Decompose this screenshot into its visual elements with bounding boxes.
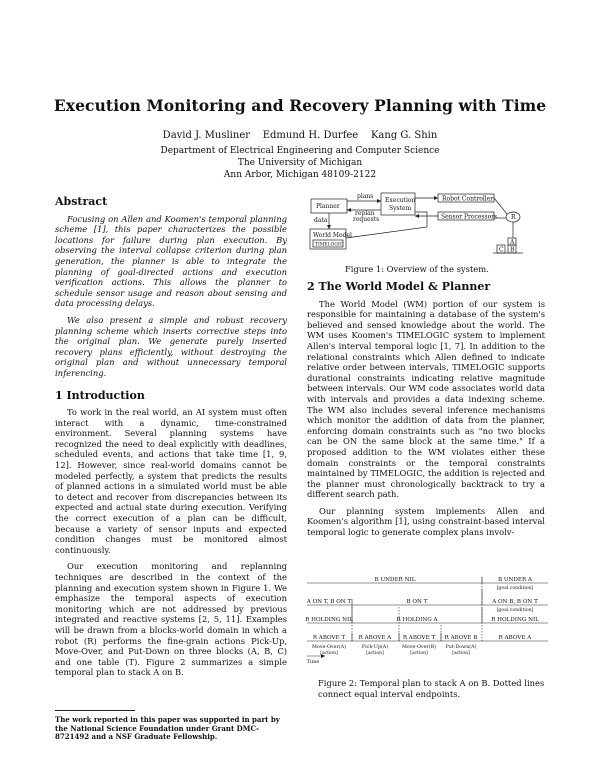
figure-1-diagram <box>307 190 545 260</box>
data-label: data <box>314 217 328 224</box>
fig2-b-on-t: B ON T <box>406 599 428 605</box>
authors: David J. Musliner Edmund H. Durfee Kang G. Shin <box>162 130 438 141</box>
fig2-action-3: [action] <box>410 651 428 656</box>
fig2-action-4: [action] <box>452 651 470 656</box>
fig2-r-above-a-2: R ABOVE A <box>498 635 532 641</box>
fig2-r-holding-nil-2: R HOLDING NIL <box>491 617 539 623</box>
sensor-processors-label: Sensor Processors <box>441 213 498 221</box>
paper-title: Execution Monitoring and Recovery Planning with Time <box>53 96 547 115</box>
world-model-label: World Model <box>313 232 352 239</box>
fig2-r-above-b: R ABOVE B <box>444 635 478 641</box>
section-2-heading: 2 The World Model & Planner <box>307 280 491 293</box>
fig2-r-above-a-1: R ABOVE A <box>358 635 392 641</box>
fig2-a-on-t: A ON T, B ON T <box>306 599 352 605</box>
right-column <box>307 282 545 544</box>
fig2-r-holding-a: R HOLDING A <box>396 617 438 623</box>
intro-heading: 1 Introduction <box>55 388 145 402</box>
execution-label: Execution <box>385 197 416 204</box>
robot-label: R <box>511 214 516 221</box>
affiliation-city: Ann Arbor, Michigan 48109-2122 <box>223 170 377 180</box>
figure-1-caption: Figure 1: Overview of the system. <box>345 264 489 274</box>
block-a-label: A <box>510 239 515 246</box>
section-2-paragraph-1: The World Model (WM) portion of our system is responsible for maintaining a database of the system's believed and sensed knowledge about the world. The WM uses Koomen's TIMELOGIC system to implement Allen's interval temporal logic [1, 7]. In addition to the relational constraints which Allen defined to indicate relative order between intervals, TIMELOGIC supports durational constraints indicating relative magnitude between intervals. Our WM code associates world data with intervals and provides a data indexing scheme. The WM also includes several inference mechanisms which monitor the addition of data from the planner, enforcing domain constraints such as "no two blocks can be ON the same block at the same time." If a proposed addition to the WM violates either these domain constraints or the temporal constraints maintained by TIMELOGIC, the addition is rejected and the planner must chronologically backtrack to try a different search path. <box>307 298 545 500</box>
figure-2-caption-text: Temporal plan to stack A on B. Dotted lines connect equal interval endpoints. <box>318 678 545 699</box>
fig2-r-above-t-1: R ABOVE T <box>312 635 346 641</box>
fig2-r-holding-nil-1: R HOLDING NIL <box>305 617 353 623</box>
fig2-action-2: [action] <box>366 651 384 656</box>
plans-label: plans <box>357 193 374 200</box>
requests-label: requests <box>353 216 380 223</box>
system-label: System <box>389 205 412 212</box>
robot-controller-label: Robot Controller <box>442 195 494 203</box>
planner-label: Planner <box>316 203 340 210</box>
affiliation-dept: Department of Electrical Engineering and Computer Science <box>160 146 440 156</box>
left-column <box>55 197 287 684</box>
timelogic-label: TIMELOGIC <box>315 242 344 248</box>
figure-2-caption-label: Figure 2: <box>318 678 358 688</box>
fig2-put-down-a: Put-Down(A) <box>445 645 477 650</box>
fig2-action-1: [action] <box>320 651 338 656</box>
abstract-heading: Abstract <box>55 195 108 208</box>
fig2-time-label: Time <box>306 659 320 665</box>
block-b-label: B <box>510 246 515 254</box>
abstract-paragraph-2: We also present a simple and robust recovery planning scheme which inserts corrective steps into the original plan. We generate purely inserted recovery plans efficiently, without destroying the original plan and without unnecessary temporal inferencing. <box>55 314 287 378</box>
fig2-goal-condition-2: [goal condition] <box>496 608 534 613</box>
fig2-b-under-nil: B UNDER NIL <box>374 577 416 583</box>
fig2-move-over-b: Move-Over(B) <box>401 645 437 650</box>
affiliation-univ: The University of Michigan <box>237 158 363 168</box>
intro-paragraph-2: Our execution monitoring and replanning techniques are described in the context of the planning and execution system shown in Figure 1. We emphasize the temporal aspects of execution monitoring which are not addressed by previous integrated and reactive systems [2, 5, 11]. Examples will be drawn from a blocks-world domain in which a robot (R) performs the fine-grain actions Pick-Up, Move-Over, and Put-Down on three blocks (A, B, C) and one table (T). Figure 2 summarizes a simple temporal plan to stack A on B. <box>55 561 287 678</box>
figure-2-caption <box>318 678 546 699</box>
fig2-goal-condition-1: [goal condition] <box>496 586 534 591</box>
footnote: The work reported in this paper was supported in part by the National Science Foundation under Grant DMC-8721492 and a NSF Graduate Fellowship. <box>55 715 280 741</box>
footnote-rule <box>55 710 135 711</box>
figure-2-diagram <box>305 575 550 665</box>
fig2-move-over-a: Move-Over(A) <box>312 645 346 650</box>
fig2-r-above-t-2: R ABOVE T <box>402 635 436 641</box>
fig2-pick-up-a: Pick-Up(A) <box>361 645 389 650</box>
fig2-b-under-a: B UNDER A <box>497 577 533 583</box>
replan-label: replan <box>355 210 375 217</box>
abstract-paragraph-1: Focusing on Allen and Koomen's temporal planning scheme [1], this paper characterizes the possible locations for failure during plan execution. By observing the interval collapse criterion during plan generation, the planner is able to integrate the planning of goal-directed actions and execution verification actions. This allows the planner to schedule sensor usage and reason about sensing and data processing delays. <box>55 213 287 309</box>
block-c-label: C <box>499 246 504 254</box>
fig2-a-on-b: A ON B, B ON T <box>492 599 538 605</box>
section-2-paragraph-2: Our planning system implements Allen and Koomen's algorithm [1], using constraint-based interval temporal logic to generate complex plans involv- <box>307 505 545 538</box>
intro-paragraph-1: To work in the real world, an AI system must often interact with a dynamic, time-constrained environment. Several planning systems have recognized the need to deal explicitly with deadlines, scheduled events, and actions that take time [1, 9, 12]. However, since real-world domains cannot be modeled perfectly, a system that predicts the results of planned actions in a simulated world must be able to detect and recover from discrepancies between its expected and actual state during execution. Verifying the correct execution of a plan can be difficult, because a variety of sensor inputs and expected condition changes must be monitored almost continuously. <box>55 407 287 555</box>
